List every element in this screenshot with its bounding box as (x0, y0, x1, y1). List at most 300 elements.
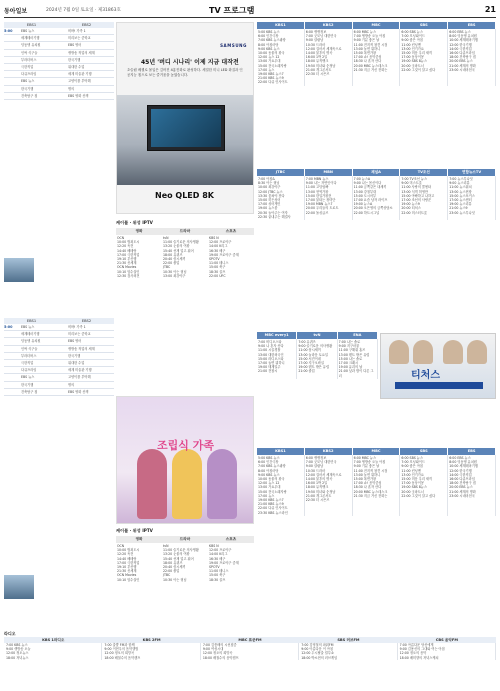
channel-column (448, 176, 496, 220)
listing-line: 12:00 뉴스 12 (258, 481, 280, 486)
anchor-photo (4, 575, 34, 599)
listing-line: 18:00 뮤직뱅크 (305, 59, 329, 64)
channel-header (257, 332, 378, 339)
channel-row (4, 360, 114, 367)
ad-subtext: 초슬림 베젤로 몰입은 깊어진 4흥진화로 완성하다. 세밀한 미니 LED 화질과 인공지능 칩으로 보는 즐거움을 높였습니다. (127, 68, 243, 77)
listing-line: 11:00 전지적 참견 시점 (353, 42, 388, 47)
radio-program: 7:00 김종배의 시선집중 (201, 643, 299, 647)
schedule-grid-4 (257, 448, 496, 628)
listing-line: 21:00 낮과 밤이 다른 그녀 (338, 369, 374, 378)
listing-line: 22:00 UFC (209, 273, 226, 278)
listing-line: 6:00 MBC 뉴스 (353, 30, 377, 34)
listing-line: 17:00 쇼! 음악중심 (353, 481, 382, 486)
listing-line: 17:00 동상이몽 (401, 481, 424, 486)
channel-name: MBN (305, 169, 353, 176)
listing-line: 6:00 생생정보 (305, 30, 327, 34)
listing-line: OCN (117, 544, 125, 548)
listing-line: 13:00 놀면 뭐하니 (353, 46, 381, 51)
listing-line: 9:00 나는 자연인이다 (305, 181, 337, 186)
listing-line: 17:00 요즘 남자 라이프 (353, 198, 388, 203)
listing-line: 21:30 신세계 (117, 261, 137, 266)
radio-program: 12:00 정오의 음악 (398, 651, 496, 655)
listing-line: 10:00 동물의 왕국 (258, 51, 285, 56)
listing-line: 22:30 더 시즌즈 (305, 498, 330, 503)
listing-line: 23:00 시네마천국 (449, 493, 475, 498)
listing-line: 15:00 미운 우리 새끼 (401, 51, 433, 56)
channel-row (4, 42, 114, 49)
channel-time (4, 346, 20, 352)
radio-title: 라디오 (4, 631, 16, 636)
channel-column (353, 176, 401, 220)
radio-station: KBS 2FM (142, 638, 161, 642)
listing-line: 12:20 독전 (117, 244, 134, 249)
listing-line: 19:00 유괴의 날 (338, 365, 363, 370)
listing-line: 14:00 극한직업 (449, 472, 472, 477)
listing-line: 23:30 KBS 뉴스라인 (258, 510, 288, 515)
listing-line: 10:10 암수살인 (117, 577, 140, 582)
listing-line: 17:00 뉴스 (258, 493, 275, 498)
listing-line: 12:00 걸어서 세계속으로 (305, 46, 342, 51)
listing-line: 7:00 유퀴즈 (298, 340, 316, 344)
channel-column (257, 339, 297, 379)
program-title: 세계 미술관 기행 (68, 368, 92, 373)
listing-line: 11:00 구해줘 홈즈 (338, 348, 366, 353)
listing-line: 17:00 쇼! 음악중심 (353, 55, 382, 60)
radio-program: 18:00 배철수의 음악캠프 (102, 656, 200, 660)
channel-time (4, 64, 20, 70)
listing-line: 8:00 아침마당 (258, 42, 279, 47)
listing-line: 7:00 뉴스투나잇 (449, 177, 473, 181)
listing-line: 10:30 아는 형님 (163, 269, 187, 274)
channel-name: SBS (400, 448, 448, 455)
listing-line: 12:00 한국기행 (449, 468, 472, 473)
listing-line: 16:00 다큐프라임 (449, 51, 475, 56)
radio-program: 9:00 생방송 오늘 (4, 647, 102, 651)
listing-line: OCN Movies (117, 265, 137, 270)
listing-line: 18:00 유퀴즈 (163, 560, 183, 565)
tvchosun-ad (380, 333, 496, 399)
channel-time (4, 42, 20, 48)
listing-line: 12:00 프로야구 (209, 240, 232, 245)
channel-row (4, 382, 114, 389)
listing-line: 12:00 JTBC 뉴스 (258, 189, 283, 194)
listing-line: 19:00 KBS 뉴스7 (258, 72, 284, 77)
listing-line: tvN (163, 544, 169, 548)
radio-program: 9:00 여성시대 (201, 647, 299, 651)
listing-line: tvN (163, 236, 169, 240)
radio-program: 18:00 박소현의 러브게임 (299, 656, 397, 660)
listing-line: 13:30 뭉쳐야 찬다 (258, 193, 285, 198)
channel-row (4, 57, 114, 64)
channel-column (353, 29, 401, 86)
listing-line: 15:00 한일가왕전 (305, 193, 332, 198)
radio-program: 18:00 저녁뉴스 (4, 656, 102, 660)
listing-line: 20:00 티처스 (401, 206, 421, 211)
iptv-card-title: 케이블 · 위성 IPTV (116, 528, 153, 533)
program-title: 딩동댕 유치원 (21, 339, 41, 344)
ad-headline: 45년 '버디 시나리' 이제 지금 대작전 (141, 59, 239, 66)
listing-line: 17:00 뉴스 (258, 67, 275, 72)
channel-row (4, 64, 114, 71)
listing-line: 21:00 KBS 뉴스9 (258, 502, 284, 507)
listing-line: 13:00 대한외국인 (258, 352, 284, 357)
schedule-grid-3 (257, 332, 378, 447)
listing-line: 12:00 한국기행 (449, 42, 472, 47)
listing-line: 6:00 SBS 뉴스 (401, 456, 423, 460)
program-title: 명의 (68, 382, 75, 387)
channel-header (257, 169, 496, 176)
channel-time (4, 360, 20, 366)
listing-line: 18:30 골프 (209, 269, 226, 274)
samsung-ad (116, 22, 254, 214)
listing-line: 14:40 베테랑 (117, 248, 137, 253)
channel-column (448, 29, 496, 86)
listing-line: 18:30 나 혼자 산다 (353, 59, 382, 64)
listing-line: 17:00 지구오락실 (298, 361, 324, 366)
channel-time: 5:00 (4, 325, 13, 329)
channel-row (4, 389, 114, 396)
channel-name: TV조선 (400, 169, 448, 176)
listing-line: 20:00 MBC 뉴스데스크 (353, 63, 388, 68)
channel-column (338, 339, 378, 379)
issue-date: 2024년 7월 0일 토요일 · 제31863호 (46, 8, 121, 13)
listing-line: 14:00 불후의 명곡 (305, 51, 333, 56)
channel-name: KBS1 (257, 448, 305, 455)
listing-line: SPOTV (209, 565, 220, 570)
channel-column (305, 29, 353, 86)
listing-line: 10:00 동물의 왕국 (258, 477, 285, 482)
program-title: EBS 뉴스 (21, 325, 35, 329)
program-title: 부라더버스 (21, 57, 37, 62)
program-title: EBS 뉴스 (21, 79, 35, 84)
host-figure (413, 340, 433, 364)
drama-ad (116, 396, 254, 524)
listing-line: 19:00 뉴스9 (401, 202, 420, 207)
listing-line: 19:00 SBS 8뉴스 (401, 485, 427, 490)
channel-time (4, 93, 20, 99)
listing-line: 9:00 뉴스리뷰 (449, 181, 470, 186)
listing-line: 11:00 사랑의 콜센타 (401, 185, 432, 190)
program-title: 고양이를 부탁해 (68, 375, 91, 380)
listing-line: 21:30 신세계 (117, 569, 137, 574)
listing-line: SPOTV (209, 257, 220, 262)
listing-line: KBS N (209, 544, 219, 548)
channel-column (305, 176, 353, 220)
listing-line: 13:00 인기가요 (401, 46, 424, 51)
program-title: 비바! 가족 1 (68, 325, 86, 329)
channel-name: ENA (338, 332, 378, 339)
radio-row (4, 656, 496, 660)
program-title: EBS 뉴스 (21, 375, 35, 380)
listing-line: 6:00 MBC 뉴스 (353, 456, 377, 460)
program-title: 미리보는 중학교 (68, 36, 91, 41)
listing-line: KBS N (209, 236, 219, 240)
listing-line: 22:00 미스터트롯 (401, 210, 427, 215)
listing-line: 13:00 식객 허영만 (401, 189, 428, 194)
program-title: 한국기행 (21, 382, 34, 387)
listing-line: 12:30 검사외전 (117, 273, 140, 278)
listing-line: 9:00 미스트롯 (401, 181, 422, 186)
radio-program: 9:00 김용신의 그대와 여는 아침 (398, 647, 496, 651)
listing-line: 11:00 런닝맨 (401, 42, 421, 47)
program-title: 위대한 수업 (68, 65, 85, 70)
channel-column (257, 176, 305, 220)
program-title: 극한직업 (21, 65, 34, 70)
channel-panel-bottom (4, 318, 114, 396)
actor-figure (207, 449, 237, 519)
program-title: EBS 영화 산책 (68, 93, 89, 98)
channel-row (4, 331, 114, 338)
newspaper-name: 동아일보 (4, 8, 28, 15)
listing-line: 18:30 골프 (209, 577, 226, 582)
program-title: EBS 뉴스 (21, 29, 35, 33)
program-title: 건축탐구 집 (21, 93, 38, 98)
listing-line: 15:00 아빠하고 나하고 (401, 193, 435, 198)
channel-time (4, 86, 20, 92)
listing-line: 11:00 전지적 참견 시점 (353, 468, 388, 473)
channel-name: KBS2 (305, 22, 353, 29)
program-title: 비바! 가족 1 (68, 29, 86, 33)
radio-station: CBS 음악FM (435, 638, 458, 642)
program-title: 명의 (68, 86, 75, 91)
listing-line: 5:00 KBS 뉴스 (258, 456, 280, 460)
program-title: EBS 영화 산책 (68, 389, 89, 394)
radio-program: 12:00 정오의 희망곡 (102, 651, 200, 655)
listing-line: 22:00 다큐 인사이트 (258, 80, 288, 85)
channel-panel-header: EBS1 EBS2 (4, 22, 114, 28)
radio-program: 12:00 두시탈출 컬투쇼 (299, 651, 397, 655)
listing-line: 14:00 K리그 (209, 244, 228, 249)
listing-line: 19:50 미녀와 순정남 (305, 489, 336, 494)
channel-name: MBC (353, 448, 401, 455)
listing-line: 13:20 눈물의 여왕 (163, 552, 190, 557)
program-title: 딩동댕 유치원 (21, 43, 41, 48)
channel-time (4, 338, 20, 344)
masthead (4, 4, 496, 18)
listing-line: 7:00 생방송 오늘 아침 (353, 460, 386, 465)
listing-line: 20:00 오은영의 금쪽상담소 (353, 206, 393, 211)
ad-product: Neo QLED 8K (155, 191, 214, 200)
host-figure (389, 340, 409, 364)
listing-line: 7:00 뉴스A (353, 177, 371, 181)
listing-line: 18:00 유퀴즈 (163, 252, 183, 257)
channel-name: EBS (448, 448, 496, 455)
channel-time (4, 78, 20, 84)
listing-line: 15:00 나는 솔로 (338, 356, 363, 361)
listing-line: 7:00 비디오스타 (258, 340, 282, 344)
listing-line: 19:00 SBS 8뉴스 (401, 59, 427, 64)
listing-line: 15:00 히든싱어 (258, 198, 281, 203)
program-title: 한국기행 (68, 57, 81, 62)
listing-line: 8:00 아침마당 (258, 468, 279, 473)
program-title: 인싸 식구들 (21, 346, 38, 351)
listing-line: 13:00 놀면 뭐하니 (353, 472, 381, 477)
channel-name: MBC (353, 22, 401, 29)
listing-line: 16:00 다큐프라임 (449, 477, 475, 482)
listing-line: 13:00 가요무대 (258, 485, 281, 490)
listing-line: 18:00 뮤직뱅크 (305, 485, 329, 490)
program-title: 미리보는 중학교 (68, 332, 91, 337)
channel-row (4, 324, 114, 331)
radio-program: 18:00 배미향의 저녁스케치 (398, 656, 496, 660)
listing-line: 13:00 최강야구 (163, 273, 186, 278)
iptv-column (116, 543, 162, 583)
listing-line: 9:00 기분 좋은 날 (353, 38, 380, 43)
anchor-photo (4, 258, 34, 282)
listing-line: 13:00 인기가요 (401, 472, 424, 477)
listing-line: 17:00 극한직업 (117, 252, 140, 257)
listing-line: 23:00 뉴스투나잇 (449, 210, 475, 215)
listing-line: 20:00 굿파트너 (401, 489, 424, 494)
program-title: 위대한 수업 (68, 361, 85, 366)
listing-line: 7:00 나는 솔로 (338, 340, 361, 344)
listing-line: 17:00 조선의 사랑꾼 (401, 198, 432, 203)
ad-tag-bar (395, 382, 483, 389)
listing-line: 19:00 프로야구 중계 (209, 560, 239, 565)
channel-time: 5:00 (4, 29, 13, 33)
listing-line: 18:30 나 혼자 산다 (353, 485, 382, 490)
channel-column (297, 339, 337, 379)
program-title: 세계 미술관 기행 (68, 72, 92, 77)
program-title: 한국기행 (21, 86, 34, 91)
iptv-column (162, 543, 208, 583)
radio-program: 18:00 배철수의 음악캠프 (201, 656, 299, 660)
channel-time (4, 382, 20, 388)
listing-line: 11:00 뉴스워치 (449, 185, 472, 190)
listing-line: 21:00 세계의 명화 (449, 63, 476, 68)
tv-screen (151, 109, 221, 147)
channel-column (448, 455, 496, 516)
radio-program: 7:00 KBS 뉴스 (4, 643, 102, 647)
listing-line: 20:00 EBS 뉴스 (449, 485, 473, 490)
listing-line: 21:00 개그콘서트 (305, 493, 332, 498)
listing-line: 13:00 가요무대 (258, 59, 281, 64)
radio-program: 9:00 아름다운 이 아침 (299, 647, 397, 651)
listing-line: 14:00 불후의 명곡 (305, 477, 333, 482)
listing-line: 18:00 건축탐구 집 (449, 55, 476, 60)
channel-row (4, 367, 114, 374)
listing-line: 7:00 모닝와이드 (401, 34, 425, 39)
listing-line: 10:30 아는 형님 (163, 577, 187, 582)
listing-line: 11:00 삼시세끼 (298, 348, 321, 353)
listing-line: 7:00 굿모닝 대한민국 (305, 460, 337, 465)
listing-line: 10:00 최강야구 (258, 185, 281, 190)
iptv-column (208, 235, 254, 279)
show-logo: 티처스 (411, 370, 440, 381)
channel-row (4, 93, 114, 100)
channel-row (4, 86, 114, 93)
listing-line: 9:00 지구마불 (338, 344, 360, 349)
listing-line: 21:30 지금 거신 전화는 (353, 493, 388, 498)
listing-line: 12:00 뉴스 12 (258, 55, 280, 60)
listing-line: 21:00 전참시 (258, 369, 278, 374)
listing-line: 7:00 KBS 뉴스광장 (258, 38, 286, 43)
listing-line: 6:00 인간극장 (258, 34, 279, 39)
listing-line: 15:00 축구 (209, 265, 226, 270)
listing-line: 7:00 굿모닝 대한민국 (305, 34, 337, 39)
listing-line: 17:00 싱어게인 (258, 202, 281, 207)
channel-header (257, 448, 496, 455)
listing-line: 20:40 삼시세끼 (163, 257, 186, 262)
channel-column (353, 455, 401, 516)
iptv-card-title: 케이블 · 위성 IPTV (116, 220, 153, 225)
listing-line: 10:00 세계테마기행 (449, 464, 478, 469)
listing-line: 21:00 졸업 (298, 369, 315, 374)
program-title: EBS 영어 (68, 43, 82, 48)
program-title: 다큐프라임 (21, 72, 37, 77)
listing-line: 10:00 범죄도시 (117, 548, 140, 553)
radio-station: MBC 표준FM (238, 638, 262, 642)
listing-line: 22:00 다큐 인사이트 (258, 506, 288, 511)
listing-line: 16:00 1박 2일 (305, 481, 328, 486)
listing-line: 21:00 KBS 뉴스9 (258, 76, 284, 81)
listing-line: 20:30 놀아주는 여자 (258, 210, 288, 215)
channel-row (4, 353, 114, 360)
schedule-grid-2 (257, 169, 496, 331)
listing-line: 20:00 EBS 뉴스 (449, 59, 473, 64)
channel-name: 채널A (353, 169, 401, 176)
channel-name: SBS (400, 22, 448, 29)
listing-line: 17:00 불타는 장미단 (305, 198, 336, 203)
listing-line: 15:00 서진이네 (298, 356, 321, 361)
listing-line: 9:00 좋은 아침 (401, 38, 423, 43)
iptv-card-tabs: 영화 드라마 스포츠 (116, 228, 254, 235)
program-title: EBS 영어 (68, 339, 82, 344)
program-title: 생방송 직업의 세계 (68, 50, 95, 55)
listing-line: 8:00 딩동댕 유치원 (449, 460, 477, 465)
iptv-column (208, 543, 254, 583)
radio-program: 12:00 정오의 희망곡 (201, 651, 299, 655)
listing-line: 9:00 KBS 뉴스 (258, 46, 280, 51)
listing-line: 22:00 졸업 (163, 261, 180, 266)
page-number: 21 (484, 5, 496, 14)
iptv-card-top (116, 218, 254, 393)
listing-line: 9:00 좋은 아침 (401, 464, 423, 469)
listing-line: OCN Movies (117, 573, 137, 578)
channel-time (4, 367, 20, 373)
listing-line: 9:00 살림남 (305, 38, 324, 43)
channel-row (4, 346, 114, 353)
listing-line: 9:00 살림남 (305, 464, 324, 469)
listing-line: 20:00 굿파트너 (401, 63, 424, 68)
listing-line: 19:00 뉴스룸 (258, 206, 278, 211)
listing-line: 15:00 라디오스타 (258, 356, 284, 361)
listing-line: 19:00 뉴스A (353, 202, 373, 207)
listing-line: 7:00 모닝와이드 (401, 460, 425, 465)
listing-line: 16:30 배구 (209, 556, 226, 561)
listing-line: 21:00 세계의 명화 (449, 489, 476, 494)
listing-line: 15:00 전국노래자랑 (258, 489, 287, 494)
listing-line: 9:00 기분 좋은 날 (353, 464, 380, 469)
listing-line: 7:00 KBS 뉴스광장 (258, 464, 286, 469)
listing-line: 13:00 뉴스현장 (449, 189, 472, 194)
listing-line: 19:00 텐트 밖은 유럽 (298, 365, 330, 370)
listing-line: 5:00 KBS 뉴스 (258, 30, 280, 34)
channel-name: tvN (297, 332, 337, 339)
listing-line: 13:20 눈물의 여왕 (163, 244, 190, 249)
listing-line: 20:00 우리들의 트로트 (305, 206, 339, 211)
listing-line: 15:40 선재 업고 튀어 (163, 556, 194, 561)
listing-line: 14:40 베테랑 (117, 556, 137, 561)
listing-line: 10:30 드라마 (305, 42, 326, 47)
listing-line: 17:00 동상이몽 (401, 55, 424, 60)
listing-line: 11:00 금쪽같은 내새끼 (353, 185, 387, 190)
listing-line: 6:00 EBS 뉴스 (449, 30, 471, 34)
listing-line: 19:00 태계일주 (258, 365, 281, 370)
listing-line: 19:00 MBN 뉴스7 (305, 202, 333, 207)
listing-line: 17:00 뉴스센터 (449, 198, 472, 203)
listing-line: 20:00 MBC 뉴스데스크 (353, 489, 388, 494)
